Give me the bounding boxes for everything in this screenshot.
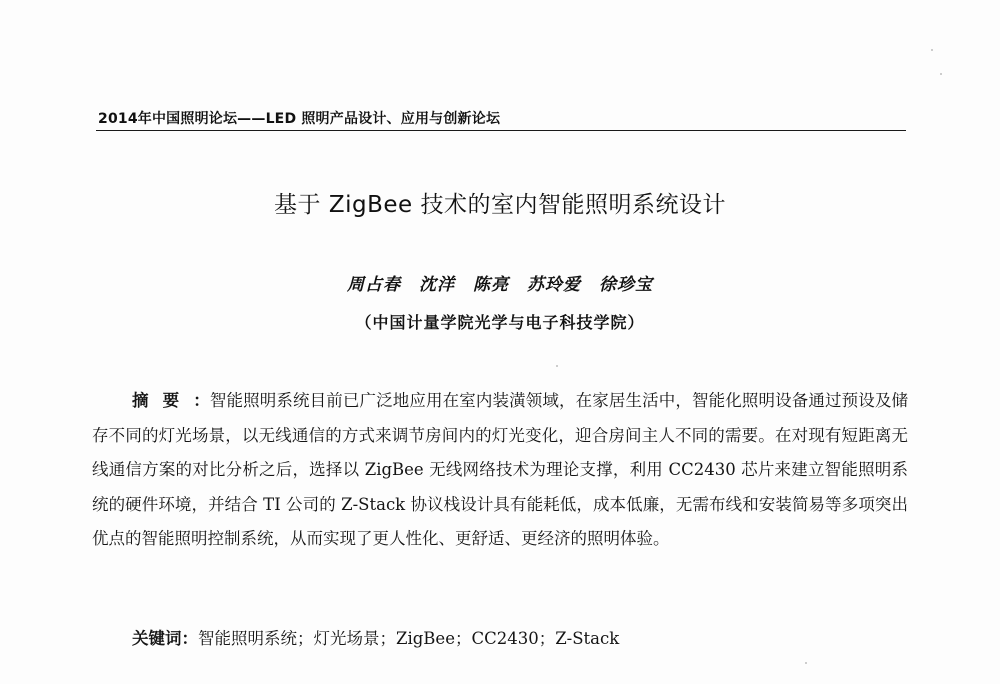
scan-speck <box>931 49 933 51</box>
abstract <box>92 384 908 557</box>
keywords <box>132 624 912 654</box>
paper-title: 基于 ZigBee 技术的室内智能照明系统设计 <box>274 192 726 218</box>
affiliation: （中国计量学院光学与电子科技学院） <box>355 313 645 332</box>
abstract-label-colon: ： <box>193 391 210 410</box>
scan-speck <box>556 365 558 367</box>
abstract-label: 摘要 <box>132 391 194 410</box>
scan-speck <box>940 73 942 75</box>
scan-speck <box>805 662 807 664</box>
keywords-text: 智能照明系统；灯光场景；ZigBee；CC2430；Z-Stack <box>198 629 620 648</box>
running-header: 2014年中国照明论坛——LED 照明产品设计、应用与创新论坛 <box>98 111 501 127</box>
keywords-label: 关键词： <box>132 629 198 648</box>
abstract-text: 智能照明系统目前已广泛地应用在室内装潢领域，在家居生活中，智能化照明设备通过预设及储存不同的灯光场景，以无线通信的方式来调节房间内的灯光变化，迎合房间主人不同的需要。在对现有短距离无线通信方案的对比分析之后，选择以 ZigBee 无线网络技术为理论支撑，利用 CC2430 芯片来建立智能照明系统的硬件环境，并结合 TI 公司的 Z-Stack 协议栈设计具有能耗低，成本低廉，无需布线和安装简易等多项突出优点的智能照明控制系统，从而实现了更人性化、更舒适、更经济的照明体验。 <box>92 391 908 548</box>
author-list: 周占春 沈洋 陈亮 苏玲爱 徐珍宝 <box>347 275 653 295</box>
header-rule <box>96 130 906 131</box>
